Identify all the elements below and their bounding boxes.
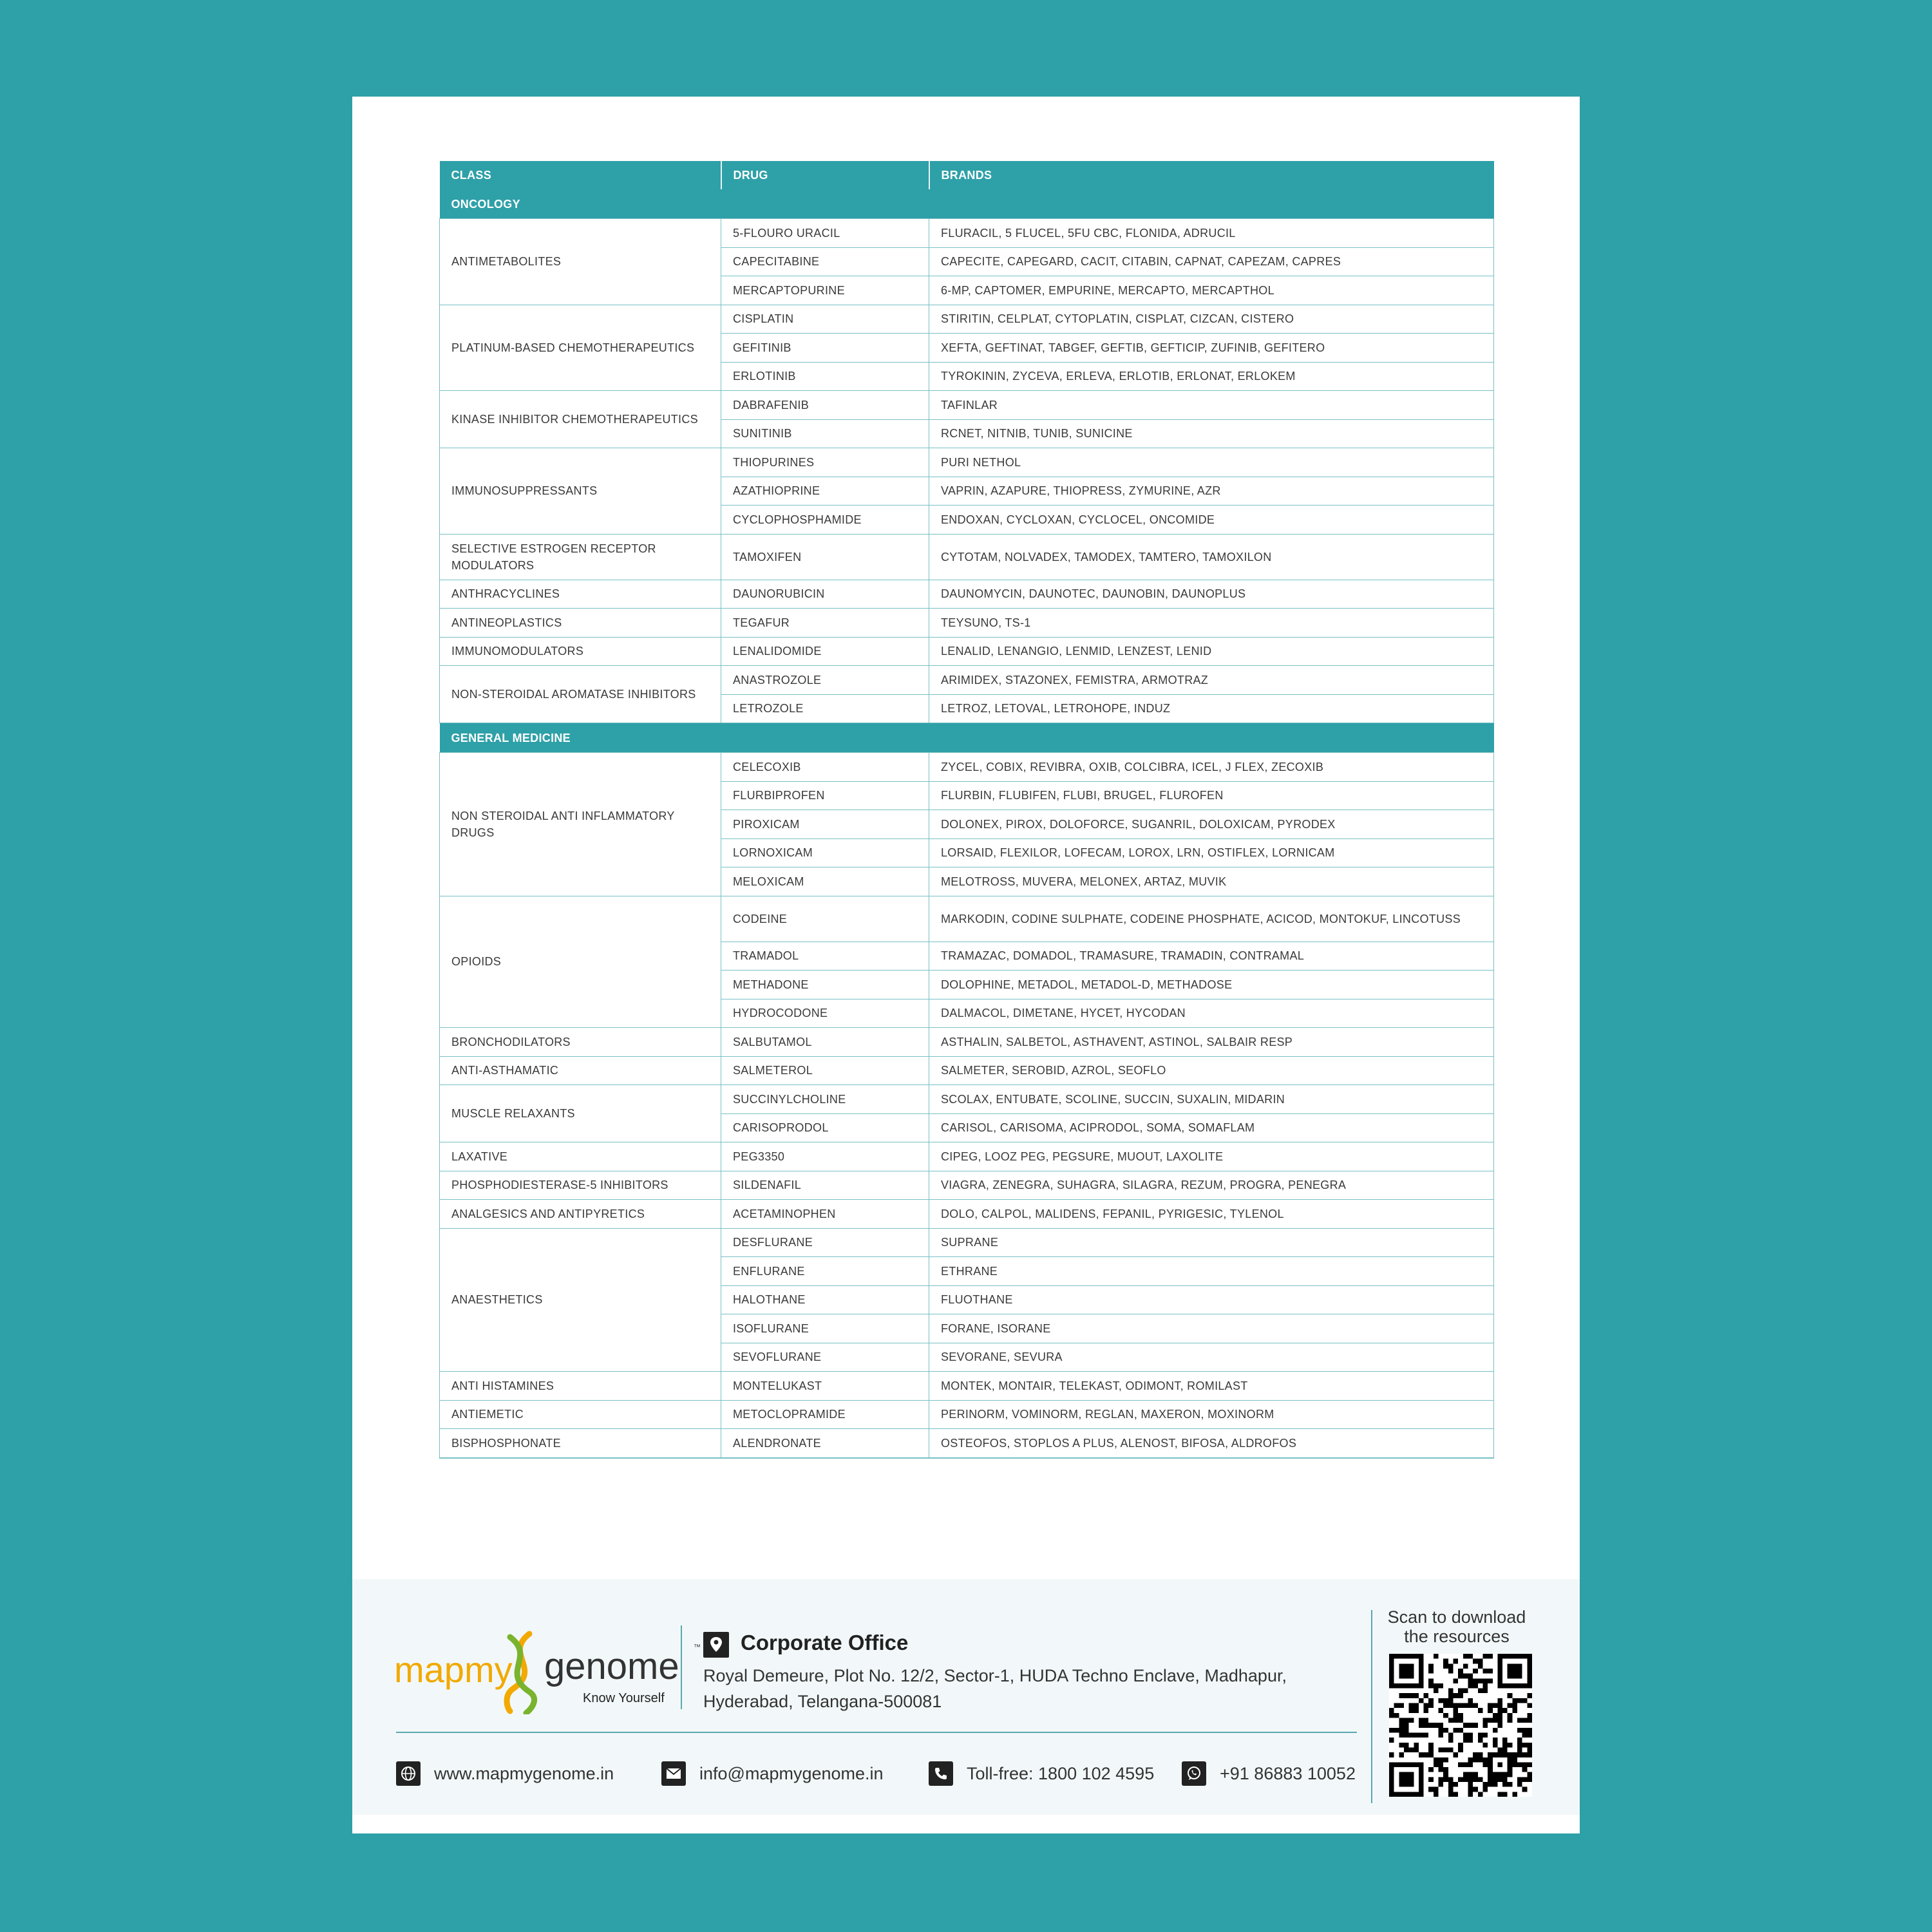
brands-cell: MELOTROSS, MUVERA, MELONEX, ARTAZ, MUVIK — [929, 867, 1494, 896]
globe-icon — [396, 1761, 421, 1786]
drug-cell: ALENDRONATE — [721, 1429, 929, 1458]
drug-table — [439, 161, 1494, 1459]
brands-cell: DOLO, CALPOL, MALIDENS, FEPANIL, PYRIGESIC, TYLENOL — [929, 1200, 1494, 1229]
table-row — [440, 534, 1494, 580]
drug-cell: CELECOXIB — [721, 753, 929, 782]
brands-cell: VIAGRA, ZENEGRA, SUHAGRA, SILAGRA, REZUM, PROGRA, PENEGRA — [929, 1171, 1494, 1200]
brands-cell: STIRITIN, CELPLAT, CYTOPLATIN, CISPLAT, CIZCAN, CISTERO — [929, 305, 1494, 334]
drug-cell: MELOXICAM — [721, 867, 929, 896]
class-cell: PLATINUM-BASED CHEMOTHERAPEUTICS — [440, 305, 721, 391]
drug-cell: HYDROCODONE — [721, 999, 929, 1028]
drug-cell: CISPLATIN — [721, 305, 929, 334]
brands-cell: LENALID, LENANGIO, LENMID, LENZEST, LENID — [929, 637, 1494, 666]
footer-divider-horizontal — [396, 1732, 1357, 1733]
drug-cell: TRAMADOL — [721, 942, 929, 971]
class-cell: ANTINEOPLASTICS — [440, 609, 721, 638]
table-row — [440, 1028, 1494, 1057]
mapmygenome-logo — [394, 1631, 701, 1714]
drug-cell: CYCLOPHOSPHAMIDE — [721, 506, 929, 535]
class-cell: BISPHOSPHONATE — [440, 1429, 721, 1458]
drug-cell: 5-FLOURO URACIL — [721, 219, 929, 248]
drug-cell: LENALIDOMIDE — [721, 637, 929, 666]
brands-cell: CAPECITE, CAPEGARD, CACIT, CITABIN, CAPNAT, CAPEZAM, CAPRES — [929, 247, 1494, 276]
table-row — [440, 666, 1494, 695]
brands-cell: ARIMIDEX, STAZONEX, FEMISTRA, ARMOTRAZ — [929, 666, 1494, 695]
section-row — [440, 723, 1494, 753]
drug-cell: THIOPURINES — [721, 448, 929, 477]
whatsapp-number[interactable]: +91 86883 10052 — [1220, 1763, 1356, 1783]
drug-cell: SUNITINIB — [721, 419, 929, 448]
table-row — [440, 1400, 1494, 1429]
brands-cell: FLUOTHANE — [929, 1285, 1494, 1314]
brands-cell: SALMETER, SEROBID, AZROL, SEOFLO — [929, 1056, 1494, 1085]
table-row — [440, 391, 1494, 420]
brands-cell: OSTEOFOS, STOPLOS A PLUS, ALENOST, BIFOSA, ALDROFOS — [929, 1429, 1494, 1458]
website-link[interactable]: www.mapmygenome.in — [434, 1763, 614, 1783]
brands-cell: RCNET, NITNIB, TUNIB, SUNICINE — [929, 419, 1494, 448]
table-row — [440, 580, 1494, 609]
section-title: ONCOLOGY — [440, 189, 1494, 219]
table-row — [440, 1228, 1494, 1257]
class-cell: ANALGESICS AND ANTIPYRETICS — [440, 1200, 721, 1229]
header-brands: BRANDS — [929, 161, 1494, 189]
brands-cell: TAFINLAR — [929, 391, 1494, 420]
class-cell: OPIOIDS — [440, 896, 721, 1028]
table-row — [440, 753, 1494, 782]
class-cell: ANAESTHETICS — [440, 1228, 721, 1372]
class-cell: ANTI HISTAMINES — [440, 1372, 721, 1401]
website-contact[interactable] — [396, 1759, 614, 1788]
class-cell: SELECTIVE ESTROGEN RECEPTOR MODULATORS — [440, 534, 721, 580]
drug-cell: PEG3350 — [721, 1142, 929, 1171]
table-row — [440, 637, 1494, 666]
address-line-1: Royal Demeure, Plot No. 12/2, Sector-1, HUDA Techno Enclave, Madhapur, — [703, 1666, 1287, 1685]
drug-cell: METOCLOPRAMIDE — [721, 1400, 929, 1429]
logo-tagline: Know Yourself — [583, 1691, 665, 1705]
address-line-2: Hyderabad, Telangana-500081 — [703, 1692, 942, 1711]
email-link[interactable]: info@mapmygenome.in — [699, 1763, 884, 1783]
class-cell: IMMUNOMODULATORS — [440, 637, 721, 666]
table-row — [440, 1429, 1494, 1458]
brands-cell: DOLONEX, PIROX, DOLOFORCE, SUGANRIL, DOLOXICAM, PYRODEX — [929, 810, 1494, 839]
table-row — [440, 609, 1494, 638]
document-page — [352, 97, 1580, 1833]
drug-cell: ANASTROZOLE — [721, 666, 929, 695]
table-header-row — [440, 161, 1494, 189]
location-pin-icon — [703, 1632, 729, 1658]
class-cell: IMMUNOSUPPRESSANTS — [440, 448, 721, 535]
drug-cell: MERCAPTOPURINE — [721, 276, 929, 305]
scan-caption-line-1: Scan to download — [1387, 1607, 1526, 1627]
brands-cell: FLURBIN, FLUBIFEN, FLUBI, BRUGEL, FLUROFEN — [929, 781, 1494, 810]
phone-icon — [929, 1761, 953, 1786]
drug-cell: HALOTHANE — [721, 1285, 929, 1314]
drug-cell: GEFITINIB — [721, 334, 929, 363]
class-cell: NON-STEROIDAL AROMATASE INHIBITORS — [440, 666, 721, 723]
qr-code[interactable] — [1389, 1654, 1532, 1797]
dna-swirl-icon — [497, 1631, 549, 1714]
whatsapp-contact[interactable] — [1182, 1759, 1356, 1788]
class-cell: KINASE INHIBITOR CHEMOTHERAPEUTICS — [440, 391, 721, 448]
office-title: Corporate Office — [741, 1631, 909, 1654]
tollfree-contact[interactable] — [929, 1759, 1154, 1788]
table-row — [440, 1085, 1494, 1114]
logo-trademark: ™ — [694, 1643, 701, 1651]
section-title: GENERAL MEDICINE — [440, 723, 1494, 753]
brands-cell: LETROZ, LETOVAL, LETROHOPE, INDUZ — [929, 694, 1494, 723]
header-drug: DRUG — [721, 161, 929, 189]
brands-cell: ASTHALIN, SALBETOL, ASTHAVENT, ASTINOL, SALBAIR RESP — [929, 1028, 1494, 1057]
tollfree-number[interactable]: Toll-free: 1800 102 4595 — [967, 1763, 1155, 1783]
footer-divider-vertical — [681, 1625, 682, 1709]
brands-cell: ENDOXAN, CYCLOXAN, CYCLOCEL, ONCOMIDE — [929, 506, 1494, 535]
table-row — [440, 1142, 1494, 1171]
drug-cell: LORNOXICAM — [721, 838, 929, 867]
drug-cell: ERLOTINIB — [721, 362, 929, 391]
email-contact[interactable] — [661, 1759, 884, 1788]
brands-cell: TYROKININ, ZYCEVA, ERLEVA, ERLOTIB, ERLONAT, ERLOKEM — [929, 362, 1494, 391]
drug-cell: SILDENAFIL — [721, 1171, 929, 1200]
class-cell: LAXATIVE — [440, 1142, 721, 1171]
brands-cell: DAUNOMYCIN, DAUNOTEC, DAUNOBIN, DAUNOPLUS — [929, 580, 1494, 609]
drug-cell: ACETAMINOPHEN — [721, 1200, 929, 1229]
brands-cell: MONTEK, MONTAIR, TELEKAST, ODIMONT, ROMILAST — [929, 1372, 1494, 1401]
brands-cell: SEVORANE, SEVURA — [929, 1343, 1494, 1372]
drug-cell: CAPECITABINE — [721, 247, 929, 276]
drug-cell: FLURBIPROFEN — [721, 781, 929, 810]
brands-cell: CYTOTAM, NOLVADEX, TAMODEX, TAMTERO, TAMOXILON — [929, 534, 1494, 580]
qr-divider — [1371, 1610, 1372, 1803]
footer — [352, 1579, 1580, 1815]
brands-cell: DOLOPHINE, METADOL, METADOL-D, METHADOSE — [929, 971, 1494, 999]
table-row — [440, 305, 1494, 334]
class-cell: ANTIEMETIC — [440, 1400, 721, 1429]
scan-caption-line-2: the resources — [1404, 1627, 1510, 1646]
brands-cell: XEFTA, GEFTINAT, TABGEF, GEFTIB, GEFTICIP, ZUFINIB, GEFITERO — [929, 334, 1494, 363]
table-body — [440, 189, 1494, 1458]
drug-cell: CODEINE — [721, 896, 929, 942]
brands-cell: FLURACIL, 5 FLUCEL, 5FU CBC, FLONIDA, ADRUCIL — [929, 219, 1494, 248]
class-cell: PHOSPHODIESTERASE-5 INHIBITORS — [440, 1171, 721, 1200]
drug-cell: CARISOPRODOL — [721, 1113, 929, 1142]
drug-table-container — [439, 161, 1493, 1459]
class-cell: NON STEROIDAL ANTI INFLAMMATORY DRUGS — [440, 753, 721, 896]
section-row — [440, 189, 1494, 219]
brands-cell: MARKODIN, CODINE SULPHATE, CODEINE PHOSPHATE, ACICOD, MONTOKUF, LINCOTUSS — [929, 896, 1494, 942]
drug-cell: DABRAFENIB — [721, 391, 929, 420]
drug-cell: DAUNORUBICIN — [721, 580, 929, 609]
table-row — [440, 1056, 1494, 1085]
drug-cell: PIROXICAM — [721, 810, 929, 839]
drug-cell: METHADONE — [721, 971, 929, 999]
logo-text-genome: genome — [544, 1645, 679, 1687]
brands-cell: 6-MP, CAPTOMER, EMPURINE, MERCAPTO, MERCAPTHOL — [929, 276, 1494, 305]
drug-cell: LETROZOLE — [721, 694, 929, 723]
table-row — [440, 1171, 1494, 1200]
brands-cell: TRAMAZAC, DOMADOL, TRAMASURE, TRAMADIN, CONTRAMAL — [929, 942, 1494, 971]
drug-cell: SALMETEROL — [721, 1056, 929, 1085]
office-address — [703, 1663, 1347, 1714]
drug-cell: TEGAFUR — [721, 609, 929, 638]
brands-cell: PURI NETHOL — [929, 448, 1494, 477]
brands-cell: ZYCEL, COBIX, REVIBRA, OXIB, COLCIBRA, ICEL, J FLEX, ZECOXIB — [929, 753, 1494, 782]
header-class: CLASS — [440, 161, 721, 189]
drug-cell: MONTELUKAST — [721, 1372, 929, 1401]
brands-cell: SUPRANE — [929, 1228, 1494, 1257]
class-cell: BRONCHODILATORS — [440, 1028, 721, 1057]
brands-cell: ETHRANE — [929, 1257, 1494, 1286]
table-row — [440, 448, 1494, 477]
table-row — [440, 896, 1494, 942]
brands-cell: VAPRIN, AZAPURE, THIOPRESS, ZYMURINE, AZR — [929, 477, 1494, 506]
table-row — [440, 219, 1494, 248]
drug-cell: TAMOXIFEN — [721, 534, 929, 580]
drug-cell: SUCCINYLCHOLINE — [721, 1085, 929, 1114]
class-cell: ANTI-ASTHAMATIC — [440, 1056, 721, 1085]
whatsapp-icon — [1182, 1761, 1206, 1786]
table-row — [440, 1200, 1494, 1229]
scan-caption — [1383, 1607, 1531, 1646]
brands-cell: SCOLAX, ENTUBATE, SCOLINE, SUCCIN, SUXALIN, MIDARIN — [929, 1085, 1494, 1114]
drug-cell: ENFLURANE — [721, 1257, 929, 1286]
table-row — [440, 1372, 1494, 1401]
mail-icon — [661, 1761, 686, 1786]
drug-cell: AZATHIOPRINE — [721, 477, 929, 506]
brands-cell: DALMACOL, DIMETANE, HYCET, HYCODAN — [929, 999, 1494, 1028]
drug-cell: SALBUTAMOL — [721, 1028, 929, 1057]
drug-cell: ISOFLURANE — [721, 1314, 929, 1343]
brands-cell: TEYSUNO, TS-1 — [929, 609, 1494, 638]
drug-cell: DESFLURANE — [721, 1228, 929, 1257]
brands-cell: PERINORM, VOMINORM, REGLAN, MAXERON, MOXINORM — [929, 1400, 1494, 1429]
class-cell: ANTHRACYCLINES — [440, 580, 721, 609]
brands-cell: LORSAID, FLEXILOR, LOFECAM, LOROX, LRN, OSTIFLEX, LORNICAM — [929, 838, 1494, 867]
brands-cell: CIPEG, LOOZ PEG, PEGSURE, MUOUT, LAXOLITE — [929, 1142, 1494, 1171]
drug-cell: SEVOFLURANE — [721, 1343, 929, 1372]
class-cell: MUSCLE RELAXANTS — [440, 1085, 721, 1142]
brands-cell: FORANE, ISORANE — [929, 1314, 1494, 1343]
logo-text-map: mapmy — [394, 1649, 513, 1690]
brands-cell: CARISOL, CARISOMA, ACIPRODOL, SOMA, SOMAFLAM — [929, 1113, 1494, 1142]
class-cell: ANTIMETABOLITES — [440, 219, 721, 305]
